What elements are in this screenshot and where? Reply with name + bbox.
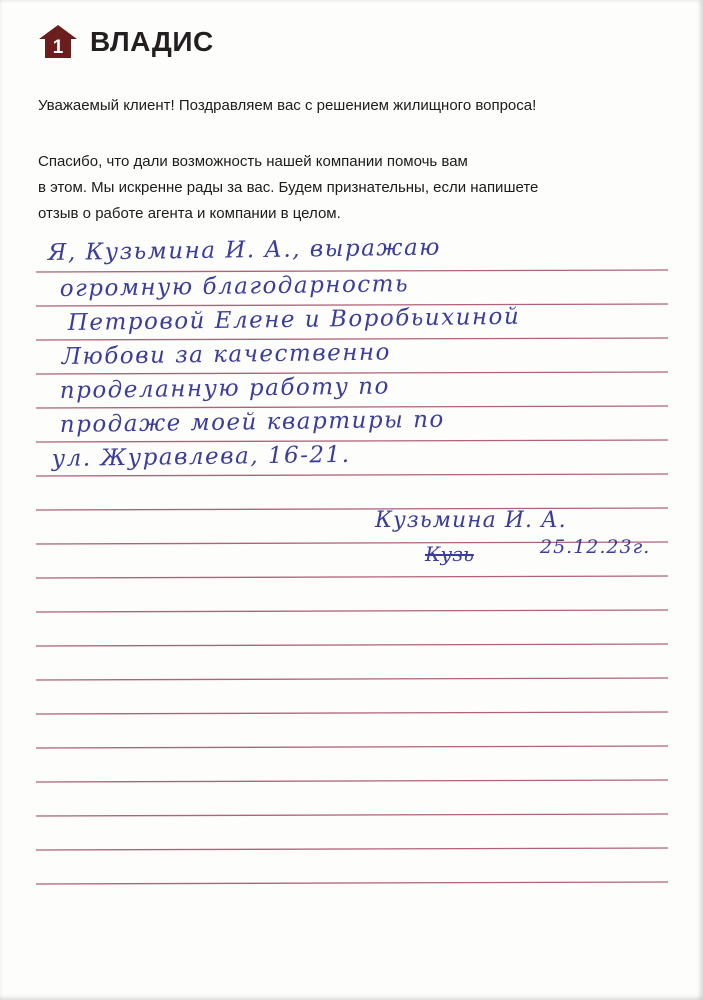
intro-line: отзыв о работе агента и компании в целом. — [38, 205, 341, 222]
handwritten-line: огромную благодарность — [59, 271, 410, 302]
logo-digit: 1 — [52, 37, 64, 58]
handwritten-line: Любови за качественно — [61, 339, 392, 370]
signature-scribble: Кузь — [425, 542, 474, 566]
handwritten-line: Я, Кузьмина И. А., выражаю — [47, 234, 442, 266]
intro-line: Спасибо, что дали возможность нашей компании помочь вам — [38, 153, 468, 170]
handwritten-line: ул. Журавлева, 16-21. — [51, 441, 351, 472]
handwritten-line: продаже моей квартиры по — [59, 406, 445, 438]
handwritten-line: Петровой Елене и Воробьихиной — [67, 303, 521, 336]
handwritten-line: проделанную работу по — [59, 373, 391, 404]
brand-name: ВЛАДИС — [90, 26, 214, 57]
greeting-text: Уважаемый клиент! Поздравляем вас с решением жилищного вопроса! — [38, 97, 537, 114]
signer-name: Кузьмина И. А. — [375, 508, 567, 533]
signature-date: 25.12.23г. — [540, 536, 651, 558]
intro-line: в этом. Мы искренне рады за вас. Будем признательны, если напишете — [38, 179, 539, 196]
